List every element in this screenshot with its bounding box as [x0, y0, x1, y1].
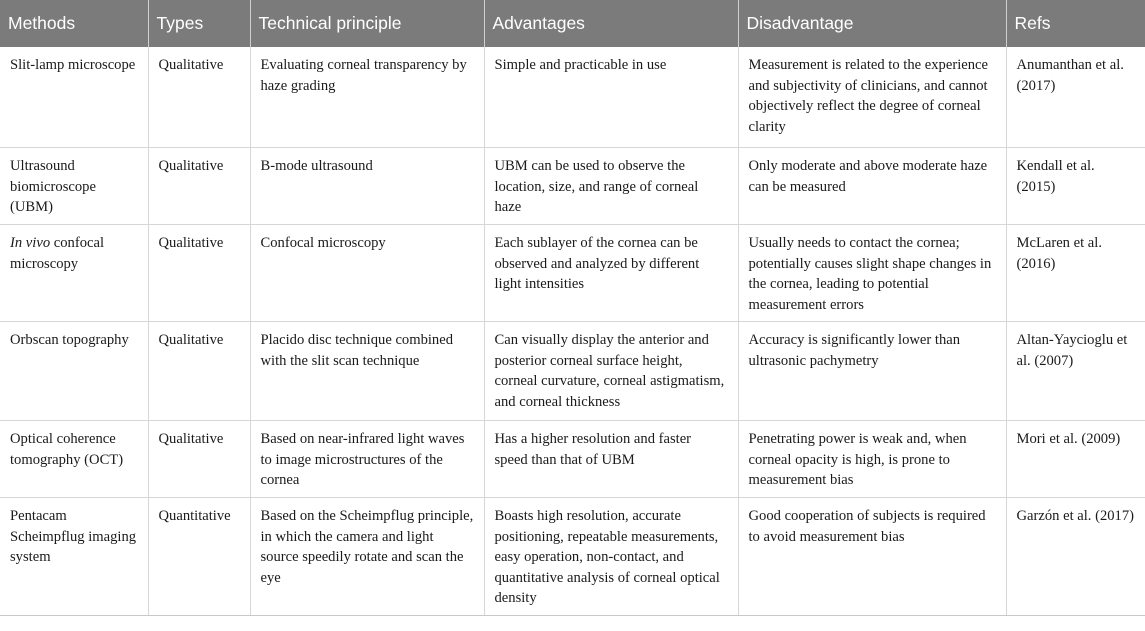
cell-advantages: Boasts high resolution, accurate positioning, repeatable measurements, easy operation, non-contact, and quantitative analysis of corneal optical density	[484, 498, 738, 616]
cell-disadvantage: Accuracy is significantly lower than ultrasonic pachymetry	[738, 322, 1006, 421]
cell-principle: B-mode ultrasound	[250, 148, 484, 225]
cell-refs: Mori et al. (2009)	[1006, 421, 1145, 498]
cell-refs: McLaren et al. (2016)	[1006, 225, 1145, 322]
header-advantages: Advantages	[484, 0, 738, 47]
cell-principle: Confocal microscopy	[250, 225, 484, 322]
table-row	[0, 225, 1145, 322]
method-italic-prefix: In vivo	[10, 235, 51, 251]
table-row	[0, 47, 1145, 148]
cell-advantages: Can visually display the anterior and posterior corneal surface height, corneal curvature, corneal astigmatism, and corneal thickness	[484, 322, 738, 421]
cell-principle: Evaluating corneal transparency by haze grading	[250, 47, 484, 148]
cell-disadvantage: Only moderate and above moderate haze can be measured	[738, 148, 1006, 225]
cell-type: Qualitative	[148, 47, 250, 148]
cell-refs: Kendall et al. (2015)	[1006, 148, 1145, 225]
cell-type: Qualitative	[148, 322, 250, 421]
cell-disadvantage: Usually needs to contact the cornea; potentially causes slight shape changes in the cornea, leading to potential measurement errors	[738, 225, 1006, 322]
cell-principle: Placido disc technique combined with the slit scan technique	[250, 322, 484, 421]
cell-method: Slit-lamp microscope	[0, 47, 148, 148]
cell-principle: Based on the Scheimpflug principle, in which the camera and light source speedily rotate and scan the eye	[250, 498, 484, 616]
cell-method: Optical coherence tomography (OCT)	[0, 421, 148, 498]
cell-disadvantage: Measurement is related to the experience and subjectivity of clinicians, and cannot objectively reflect the degree of corneal clarity	[738, 47, 1006, 148]
header-refs: Refs	[1006, 0, 1145, 47]
table-row	[0, 322, 1145, 421]
table-row	[0, 421, 1145, 498]
cell-advantages: UBM can be used to observe the location, size, and range of corneal haze	[484, 148, 738, 225]
cell-method: Ultrasound biomicroscope (UBM)	[0, 148, 148, 225]
cell-type: Qualitative	[148, 421, 250, 498]
method-text: confocal microscopy	[10, 235, 105, 272]
cell-advantages: Has a higher resolution and faster speed than that of UBM	[484, 421, 738, 498]
header-methods: Methods	[0, 0, 148, 47]
cell-type: Qualitative	[148, 148, 250, 225]
header-row	[0, 0, 1145, 47]
cell-method	[0, 225, 148, 322]
table-row	[0, 148, 1145, 225]
cell-refs: Altan-Yaycioglu et al. (2007)	[1006, 322, 1145, 421]
header-disadvantage: Disadvantage	[738, 0, 1006, 47]
cell-principle: Based on near-infrared light waves to image microstructures of the cornea	[250, 421, 484, 498]
header-types: Types	[148, 0, 250, 47]
cell-method: Pentacam Scheimpflug imaging system	[0, 498, 148, 616]
cell-disadvantage: Penetrating power is weak and, when corneal opacity is high, is prone to measurement bias	[738, 421, 1006, 498]
header-principle: Technical principle	[250, 0, 484, 47]
cell-refs: Garzón et al. (2017)	[1006, 498, 1145, 616]
cell-refs: Anumanthan et al. (2017)	[1006, 47, 1145, 148]
cell-disadvantage: Good cooperation of subjects is required to avoid measurement bias	[738, 498, 1006, 616]
cell-type: Qualitative	[148, 225, 250, 322]
cell-type: Quantitative	[148, 498, 250, 616]
cell-advantages: Simple and practicable in use	[484, 47, 738, 148]
cell-method: Orbscan topography	[0, 322, 148, 421]
cell-advantages: Each sublayer of the cornea can be observed and analyzed by different light intensities	[484, 225, 738, 322]
table-row	[0, 498, 1145, 616]
